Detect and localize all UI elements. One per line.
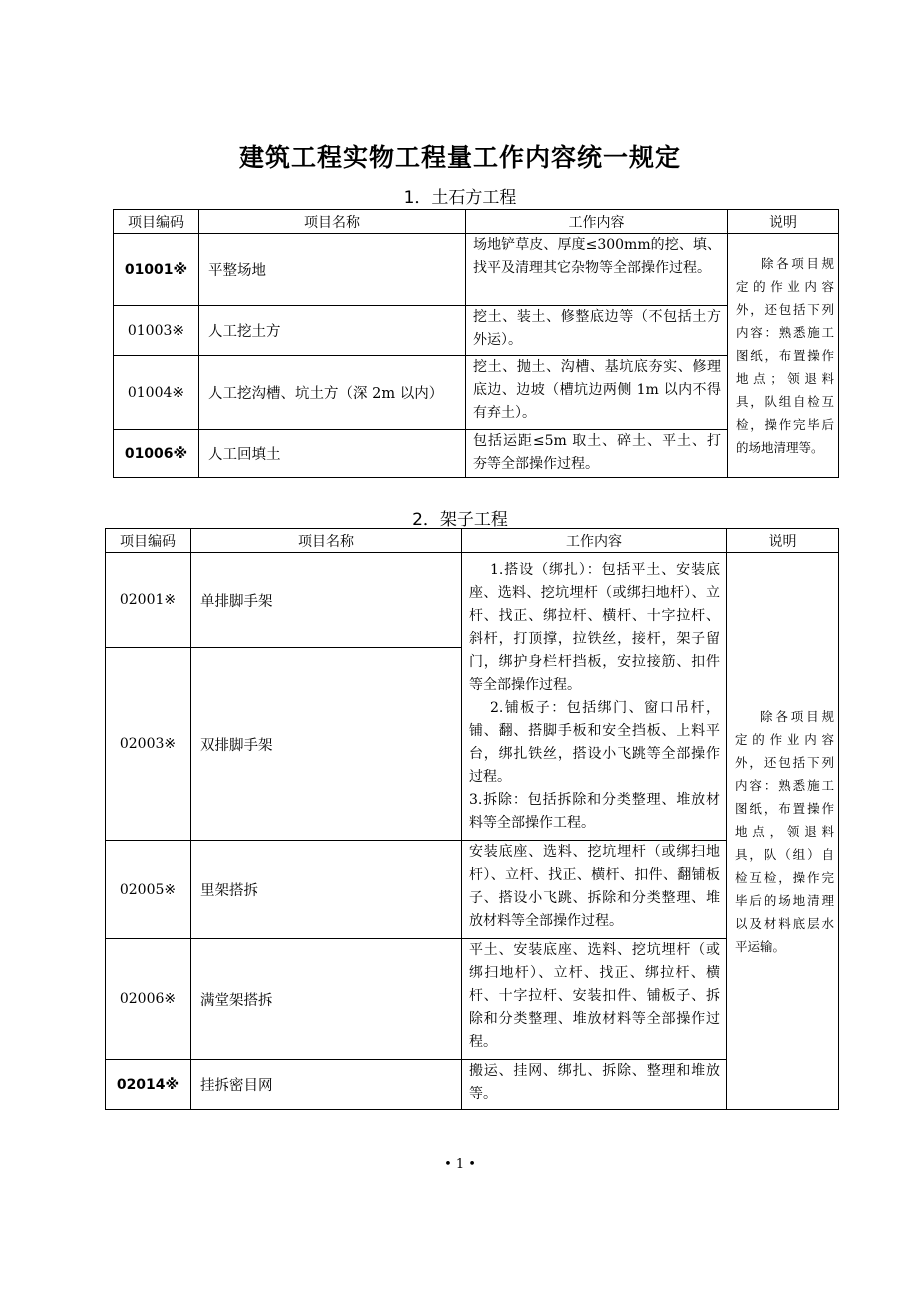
item-code: 02014※ [106,1060,191,1110]
item-code: 01006※ [114,430,199,478]
page-number: • 1 • [444,1157,476,1172]
work-step-1: 1.搭设（绑扎）：包括平土、安装底座、选料、挖坑埋杆（或绑扫地杆）、立杆、找正、绑拉杆、横杆、十字拉杆、斜杆，打顶撑，拉铁丝，接杆，架子留门，绑护身栏杆挡板，安拉接筋、扣件等全部操作过程。 [469,561,720,693]
item-code: 02006※ [106,939,191,1060]
item-name: 人工挖沟槽、坑土方（深 2m 以内） [199,356,466,430]
document-title: 建筑工程实物工程量工作内容统一规定 [238,143,681,172]
item-name: 挂拆密目网 [191,1060,462,1110]
header-code: 项目编码 [106,529,191,553]
item-name: 满堂架搭拆 [191,939,462,1060]
table-row [106,553,839,648]
item-code: 01003※ [114,306,199,356]
item-work: 挖土、抛土、沟槽、基坑底夯实、修理底边、边坡（槽坑边两侧 1m 以内不得有弃土）。 [466,356,728,430]
item-code: 01001※ [114,234,199,306]
item-name: 人工回填土 [199,430,466,478]
earthwork-table [113,209,839,478]
section-1-note: 除各项目规定的作业内容外，还包括下列内容：熟悉施工图纸，布置操作地点；领退料具，队组自检互检，操作完毕后的场地清理等。 [728,234,839,478]
section-1-heading: 1．土石方工程 [403,188,517,208]
shared-work-content [462,553,727,841]
item-work: 包括运距≤5m 取土、碎土、平土、打夯等全部操作过程。 [466,430,728,478]
item-name: 里架搭拆 [191,841,462,939]
work-step-2: 2.铺板子：包括绑门、窗口吊杆，铺、翻、搭脚手板和安全挡板、上料平台，绑扎铁丝，搭设小飞跳等全部操作过程。 [469,699,720,785]
header-note: 说明 [727,529,839,553]
header-name: 项目名称 [199,210,466,234]
header-note: 说明 [728,210,839,234]
work-step-3: 3.拆除：包括拆除和分类整理、堆放材料等全部操作工程。 [469,791,720,831]
item-name: 人工挖土方 [199,306,466,356]
item-code: 01004※ [114,356,199,430]
item-work: 安装底座、选料、挖坑埋杆（或绑扫地杆）、立杆、找正、横杆、扣件、翻铺板子、搭设小飞跳、拆除和分类整理、堆放材料等全部操作过程。 [462,841,727,939]
item-code: 02003※ [106,648,191,841]
header-code: 项目编码 [114,210,199,234]
header-work: 工作内容 [462,529,727,553]
item-work: 平土、安装底座、选料、挖坑埋杆（或绑扫地杆）、立杆、找正、绑拉杆、横杆、十字拉杆、安装扣件、铺板子、拆除和分类整理、堆放材料等全部操作过程。 [462,939,727,1060]
item-code: 02001※ [106,553,191,648]
table-row [114,234,839,306]
item-work: 场地铲草皮、厚度≤300mm的挖、填、找平及清理其它杂物等全部操作过程。 [466,234,728,306]
item-work: 挖土、装土、修整底边等（不包括土方外运）。 [466,306,728,356]
item-name: 双排脚手架 [191,648,462,841]
item-name: 平整场地 [199,234,466,306]
item-code: 02005※ [106,841,191,939]
section-2-heading: 2．架子工程 [412,510,508,530]
scaffolding-table [105,528,839,1110]
section-2-note: 除各项目规定的作业内容外，还包括下列内容：熟悉施工图纸，布置操作地点，领退料具，队（组）自检互检，操作完毕后的场地清理以及材料底层水平运输。 [727,553,839,1110]
item-work: 搬运、挂网、绑扎、拆除、整理和堆放等。 [462,1060,727,1110]
item-name: 单排脚手架 [191,553,462,648]
header-name: 项目名称 [191,529,462,553]
header-work: 工作内容 [466,210,728,234]
